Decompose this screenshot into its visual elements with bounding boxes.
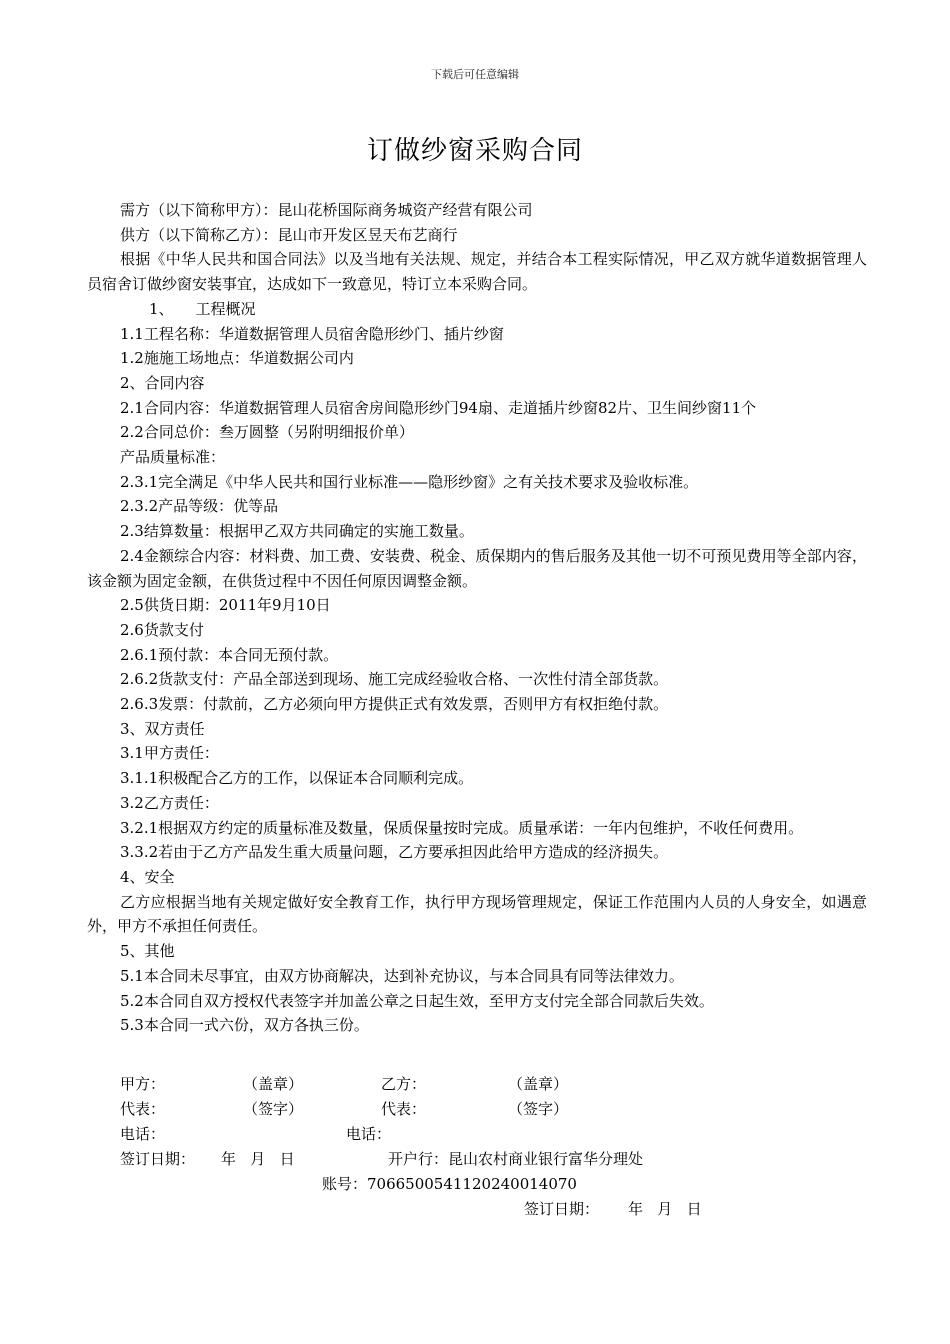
rep-a-sign: （签字） [243, 1100, 304, 1118]
section-heading-4: 4、安全 [120, 867, 175, 886]
section-heading-3: 3、双方责任 [120, 719, 205, 738]
rep-b-label: 代表： [381, 1100, 427, 1118]
date-b-value: 年 月 日 [628, 1200, 702, 1218]
paragraph-quality-standard: 产品质量标准： [120, 448, 226, 467]
phone-a-label: 电话： [120, 1125, 166, 1143]
party-a-label: 甲方： [120, 1075, 166, 1093]
contract-body [87, 198, 867, 1038]
paragraph-2-6-3: 2.6.3发票：付款前，乙方必须向甲方提供正式有效发票，否则甲方有权拒绝付款。 [120, 695, 669, 714]
section-heading-2: 2、合同内容 [120, 373, 205, 392]
party-a-seal: （盖章） [243, 1075, 304, 1093]
paragraph-2-3: 2.3结算数量：根据甲乙双方共同确定的实施工数量。 [120, 522, 474, 541]
paragraph-3-1: 3.1甲方责任： [120, 744, 219, 763]
date-b-label: 签订日期： [524, 1200, 600, 1218]
paragraph-3-1-1: 3.1.1积极配合乙方的工作，以保证本合同顺利完成。 [120, 769, 474, 788]
paragraph-5-2: 5.2本合同自双方授权代表签字并加盖公章之日起生效，至甲方支付完全部合同款后失效。 [120, 991, 714, 1010]
party-b-seal: （盖章） [508, 1075, 569, 1093]
bank-label: 开户行：昆山农村商业银行富华分理处 [388, 1150, 644, 1168]
date-a-label: 签订日期： [120, 1150, 196, 1168]
paragraph-preamble: 根据《中华人民共和国合同法》以及当地有关法规、规定，并结合本工程实际情况，甲乙双方就华道数据管理人员宿舍订做纱窗安装事宜，达成如下一致意见，特订立本采购合同。 [87, 250, 867, 294]
phone-b-label: 电话： [346, 1125, 392, 1143]
paragraph-2-6: 2.6货款支付 [120, 620, 204, 639]
paragraph-safety: 乙方应根据当地有关规定做好安全教育工作，执行甲方现场管理规定，保证工作范围内人员的人身安全，如遇意外，甲方不承担任何责任。 [87, 892, 867, 936]
date-a-value: 年 月 日 [221, 1150, 295, 1168]
paragraph-2-3-1: 2.3.1完全满足《中华人民共和国行业标准——隐形纱窗》之有关技术要求及验收标准。 [120, 472, 699, 491]
paragraph-2-2: 2.2合同总价：叁万圆整（另附明细报价单） [120, 423, 414, 442]
paragraph-5-1: 5.1本合同未尽事宜，由双方协商解决，达到补充协议，与本合同具有同等法律效力。 [120, 966, 684, 985]
paragraph-3-3-2: 3.3.2若由于乙方产品发生重大质量问题，乙方要承担因此给甲方造成的经济损失。 [120, 843, 669, 862]
paragraph-2-3-2: 2.3.2产品等级：优等品 [120, 497, 279, 516]
section-title: 工程概况 [195, 299, 256, 318]
paragraph-supplier: 供方（以下简称乙方）：昆山市开发区昱天布艺商行 [120, 225, 458, 244]
rep-b-sign: （签字） [508, 1100, 569, 1118]
paragraph-2-5: 2.5供货日期：2011年9月10日 [120, 596, 331, 615]
section-heading-1 [87, 297, 867, 322]
rep-a-label: 代表： [120, 1100, 166, 1118]
section-heading-5: 5、其他 [120, 942, 175, 961]
header-note: 下载后可任意编辑 [431, 68, 519, 81]
paragraph-2-4: 2.4金额综合内容：材料费、加工费、安装费、税金、质保期内的售后服务及其他一切不可预见费用等全部内容，该金额为固定金额，在供货过程中不因任何原因调整金额。 [87, 546, 867, 590]
section-number: 1、 [149, 299, 174, 318]
paragraph-1-2: 1.2施施工场地点：华道数据公司内 [120, 349, 354, 368]
paragraph-2-1: 2.1合同内容：华道数据管理人员宿舍房间隐形纱门94扇、走道插片纱窗82片、卫生间纱窗11个 [120, 398, 757, 417]
paragraph-3-2: 3.2乙方责任： [120, 793, 219, 812]
paragraph-2-6-2: 2.6.2货款支付：产品全部送到现场、施工完成经验收合格、一次性付清全部货款。 [120, 670, 669, 689]
paragraph-2-6-1: 2.6.1预付款：本合同无预付款。 [120, 645, 339, 664]
account-label: 账号：7066500541120240014070 [322, 1175, 577, 1193]
paragraph-5-3: 5.3本合同一式六份，双方各执三份。 [120, 1016, 369, 1035]
document-title: 订做纱窗采购合同 [366, 136, 583, 166]
paragraph-1-1: 1.1工程名称：华道数据管理人员宿舍隐形纱门、插片纱窗 [120, 324, 504, 343]
party-b-label: 乙方： [381, 1075, 427, 1093]
paragraph-3-2-1: 3.2.1根据双方约定的质量标准及数量，保质保量按时完成。质量承诺：一年内包维护，不收任何费用。 [120, 818, 804, 837]
paragraph-buyer: 需方（以下简称甲方）：昆山花桥国际商务城资产经营有限公司 [120, 201, 533, 219]
